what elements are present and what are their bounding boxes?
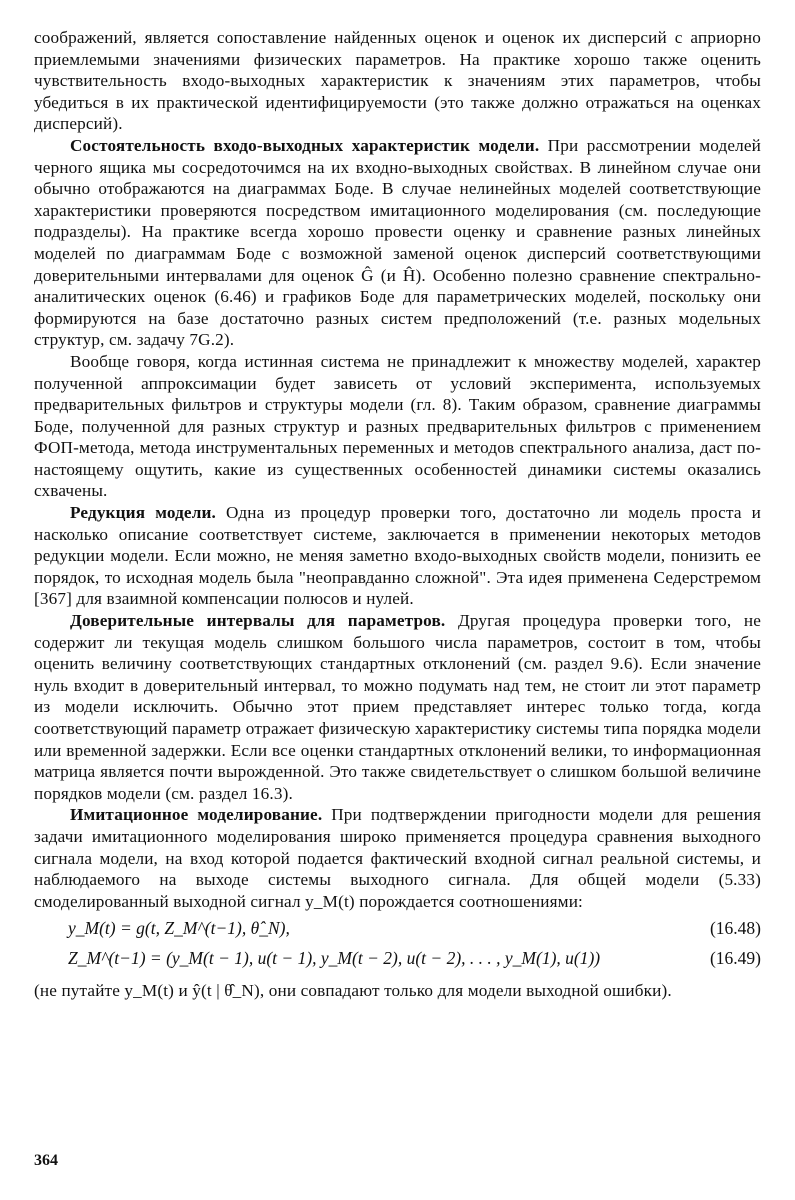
equation-16-48 <box>34 912 761 942</box>
page-number: 364 <box>34 1152 58 1169</box>
paragraph-note: (не путайте y_M(t) и ŷ(t | θ̂_N), они совпадают только для модели выходной ошибки). <box>34 981 672 1001</box>
paragraph-confidence-intervals <box>34 610 761 804</box>
heading-simulation: Имитационное моделирование. <box>70 805 323 825</box>
paragraph-io-consistency <box>34 135 761 351</box>
equation-16-49-formula: Z_M^(t−1) = (y_M(t − 1), u(t − 1), y_M(t − 2), u(t − 2), . . . , y_M(1), u(1)) <box>68 948 601 969</box>
equation-16-48-number: (16.48) <box>709 918 761 939</box>
heading-model-reduction: Редукция модели. <box>70 503 216 523</box>
paragraph-general: Вообще говоря, когда истинная система не принадлежит к множеству моделей, характер полученной аппроксимации будет зависеть от условий эксперимента, используемых предварительных фильтров и структуры модели (гл. 8). Таким образом, сравнение диаграммы Боде, полученной для разных структур и разных предварительных фильтров с применением ФОП-метода, метода инструментальных переменных и методов спектрального анализа, даст по-настоящему ощутить, какие из существенных особенностей динамики системы оказались схвачены. <box>34 351 761 501</box>
text-io-consistency: При рассмотрении моделей черного ящика мы сосредоточимся на их входно-выходных свойствах. В линейном случае они обычно отображаются на диаграммах Боде. В случае нелинейных моделей соответствующие характеристики проверяются посредством имитационного моделирования (см. последующие подразделы). На практике всегда хорошо провести оценку и сравнение разных линейных моделей по диаграммам Боде с возможной заменой оценок дисперсий соответствующими доверительными интервалами для оценок Ĝ (и Ĥ). Особенно полезно сравнение спектрально-аналитических оценок (6.46) и графиков Боде для параметрических моделей, поскольку они формируются на базе достаточно разных систем предположений (т.е. разных модельных структур, см. задачу 7G.2). <box>34 135 761 350</box>
paragraph-model-reduction <box>34 502 761 610</box>
equation-16-49-number: (16.49) <box>709 948 761 969</box>
paragraph-simulation <box>34 804 761 912</box>
heading-confidence-intervals: Доверительные интервалы для параметров. <box>70 611 446 631</box>
paragraph-intro: соображений, является сопоставление найденных оценок и оценок их дисперсий с априорно приемлемыми значениями физических параметров. На практике хорошо также оценить чувствительность входо-выходных характеристик к значениям этих параметров, чтобы убедиться в их практической идентифицируемости (это также должно отражаться на оценках дисперсий). <box>34 28 761 134</box>
equation-16-49 <box>34 942 761 972</box>
heading-io-consistency: Состоятельность входо-выходных характеристик модели. <box>70 135 540 155</box>
equation-16-48-formula: y_M(t) = g(t, Z_M^(t−1), θ̂_N), <box>68 918 290 939</box>
text-model-reduction: Одна из процедур проверки того, достаточно ли модель проста и насколько описание соответствует системе, заключается в применении некоторых методов редукции модели. Если можно, не меняя заметно входо-выходных свойств модели, понизить ее порядок, то исходная модель была "неоправданно сложной". Эта идея применена Седерстремом [367] для взаимной компенсации полюсов и нулей. <box>34 503 761 609</box>
text-confidence-intervals: Другая процедура проверки того, не содержит ли текущая модель слишком большого числа параметров, состоит в том, чтобы оценить величину соответствующих стандартных отклонений (см. раздел 9.6). Если значение нуль входит в доверительный интервал, то можно подумать над тем, не стоит ли этот параметр из модели исключить. Обычно этот прием представляет интерес только тогда, когда соответствующий параметр отражает физическую характеристику системы типа порядка модели или временной задержки. Если все оценки стандартных отклонений велики, то информационная матрица является почти вырожденной. Это также свидетельствует о слишком большой величине порядков модели (см. раздел 16.3). <box>34 611 761 803</box>
text-simulation: При подтверждении пригодности модели для решения задачи имитационного моделирования широко применяется процедура сравнения выходного сигнала модели, на вход которой подается фактический входной сигнал реальной системы, и наблюдаемого на выходе системы выходного сигнала. Для общей модели (5.33) смоделированный выходной сигнал y_M(t) порождается соотношениями: <box>34 805 761 911</box>
